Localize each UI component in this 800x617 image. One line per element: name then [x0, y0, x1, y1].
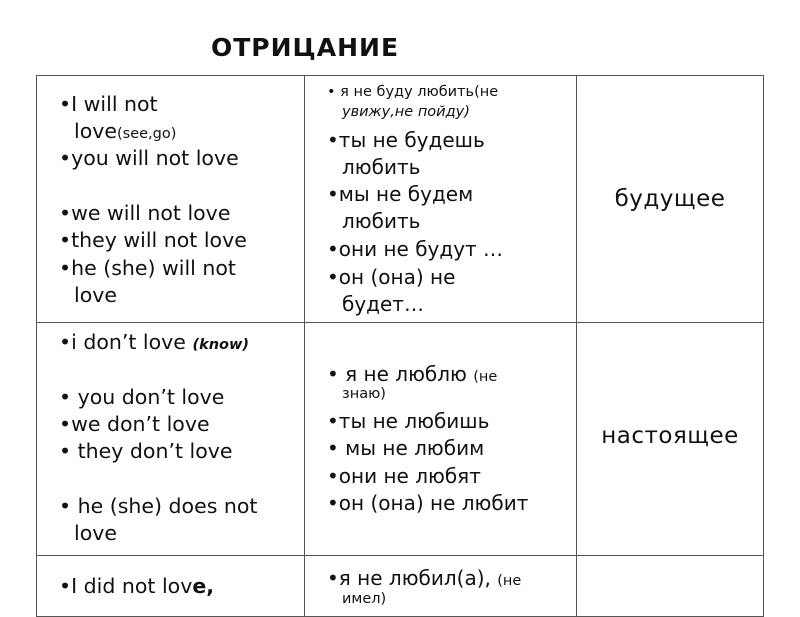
future-english-cell [37, 76, 305, 323]
list-item-continuation: love [74, 521, 117, 545]
list-item: •он (она) не любит [327, 491, 529, 515]
tense-label-present: настоящее [601, 423, 739, 449]
past-english-cell [37, 556, 305, 617]
list-item: • you don’t love [59, 385, 225, 409]
list-item: •ты не будешь [327, 128, 485, 152]
list-item: •он (она) не [327, 265, 456, 289]
list-item-continuation: love [74, 283, 117, 307]
list-item: • мы не любим [327, 436, 485, 460]
list-item: •I will not [59, 92, 158, 116]
negation-table [36, 75, 764, 617]
list-item-continuation: любить [342, 155, 421, 179]
list-item-continuation: увижу,не пойду) [342, 104, 470, 120]
list-item: •они не будут … [327, 237, 504, 261]
future-tense-cell [577, 76, 764, 323]
present-russian-cell [305, 323, 577, 556]
list-item: •we will not love [59, 201, 231, 225]
list-item: •они не любят [327, 464, 481, 488]
list-item: •we don’t love [59, 412, 210, 436]
list-item: • я не буду любить(не [327, 84, 499, 100]
list-item: •i don’t love (know) [59, 330, 250, 354]
list-item: •мы не будем [327, 182, 474, 206]
tense-label-future: будущее [614, 186, 726, 212]
page-title: ОТРИЦАНИЕ [211, 33, 400, 62]
future-russian-cell [305, 76, 577, 323]
list-item-continuation: будет… [342, 292, 424, 316]
present-tense-cell [577, 323, 764, 556]
list-item: •ты не любишь [327, 409, 490, 433]
past-tense-cell [577, 556, 764, 617]
list-item: •you will not love [59, 146, 239, 170]
table-row-future [37, 76, 764, 323]
table-row-past [37, 556, 764, 617]
list-item: • they don’t love [59, 439, 233, 463]
list-item-continuation: знаю) [342, 386, 386, 402]
table-row-present [37, 323, 764, 556]
present-english-cell [37, 323, 305, 556]
list-item-continuation: любить [342, 209, 421, 233]
list-item: • я не люблю (не [327, 362, 498, 386]
list-item: •they will not love [59, 228, 247, 252]
list-item: •he (she) will not [59, 256, 236, 280]
list-item-continuation: имел) [342, 591, 387, 607]
list-item: •I did not love, [59, 574, 215, 598]
list-item-continuation: love(see,go) [74, 119, 177, 143]
list-item: • he (she) does not [59, 494, 258, 518]
past-russian-cell [305, 556, 577, 617]
list-item: •я не любил(а), (не [327, 566, 522, 590]
